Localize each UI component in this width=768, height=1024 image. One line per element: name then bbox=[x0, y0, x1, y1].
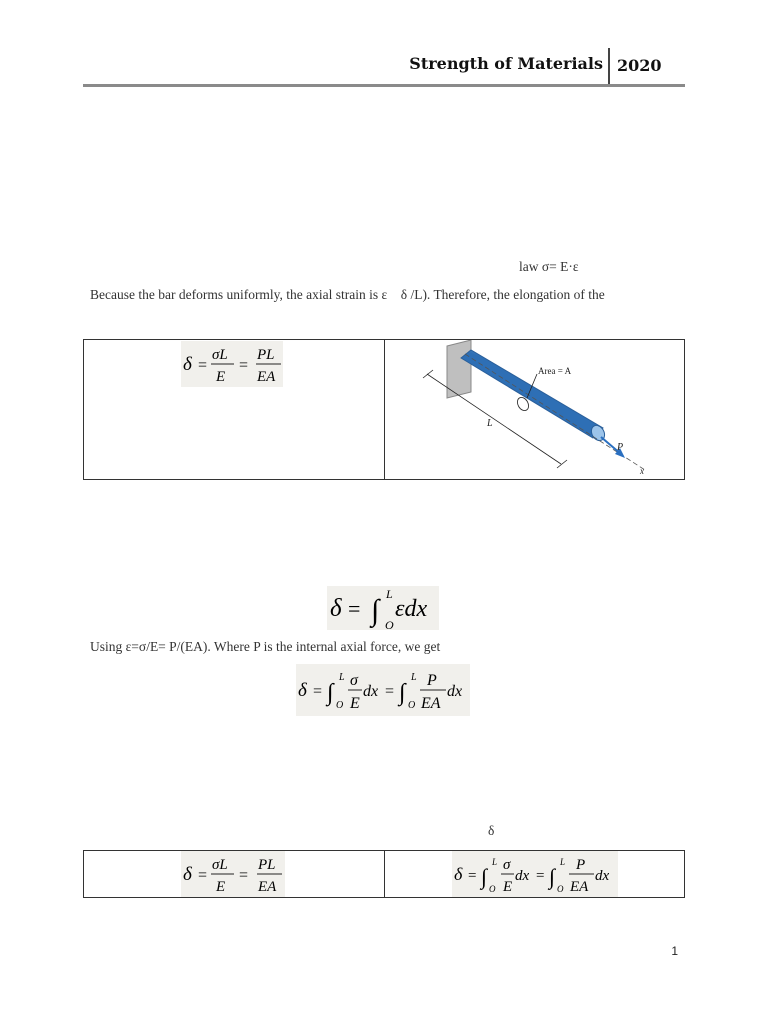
length-label: L bbox=[487, 418, 493, 429]
eq5-lower-2: O bbox=[557, 884, 564, 894]
length-dimension-line bbox=[427, 374, 561, 464]
equation-integral-strain bbox=[327, 586, 439, 630]
eq3-integral-sign-1: ∫ bbox=[327, 680, 334, 706]
bar-rod bbox=[461, 350, 603, 438]
eq4-den-2: EA bbox=[258, 879, 277, 895]
eq3-den-2: EA bbox=[421, 695, 441, 712]
header-separator bbox=[608, 48, 610, 86]
bar-diagram bbox=[421, 340, 647, 479]
eq2-lower-limit: O bbox=[385, 618, 394, 630]
area-label: Area = A bbox=[538, 366, 572, 376]
eq-delta: δ bbox=[183, 354, 192, 375]
header-rule bbox=[83, 84, 685, 87]
eq-equals-1: = bbox=[198, 357, 208, 374]
eq3-dx-2: dx bbox=[447, 683, 463, 700]
eq3-integral-sign-2: ∫ bbox=[399, 680, 406, 706]
eq3-lower-1: O bbox=[336, 700, 344, 711]
eq5-lower-1: O bbox=[489, 884, 496, 894]
eq2-integral-sign: ∫ bbox=[371, 594, 380, 627]
eq3-equals-2: = bbox=[385, 683, 395, 700]
equation-summary-integral bbox=[452, 851, 618, 897]
equation-uniform bbox=[181, 341, 283, 387]
eq2-upper-limit: L bbox=[386, 587, 393, 601]
eq3-upper-2: L bbox=[411, 672, 417, 683]
eq4-den-1: E bbox=[216, 879, 226, 895]
eq5-integral-sign-1: ∫ bbox=[481, 864, 488, 889]
length-tick-end bbox=[557, 460, 567, 468]
eq5-integral-sign-2: ∫ bbox=[549, 864, 556, 889]
header-year: 2020 bbox=[617, 56, 662, 75]
eq3-equals-1: = bbox=[313, 683, 323, 700]
eq-num-2: PL bbox=[257, 347, 275, 363]
eq4-equals-2: = bbox=[239, 867, 249, 884]
force-label: P bbox=[617, 442, 624, 453]
eq5-num-1: σ bbox=[503, 857, 511, 873]
equation-integral-force bbox=[296, 664, 470, 716]
eq-num-1: σL bbox=[212, 347, 228, 363]
eq-equals-2: = bbox=[239, 357, 249, 374]
page-header bbox=[83, 48, 685, 86]
paragraph-strain: Because the bar deforms uniformly, the axial strain is ε δ /L). Therefore, the elongation of the bbox=[90, 287, 605, 302]
eq2-equals: = bbox=[348, 596, 361, 621]
equation-summary-uniform-box bbox=[181, 851, 285, 897]
eq3-lower-2: O bbox=[408, 700, 416, 711]
eq3-dx-1: dx bbox=[363, 683, 379, 700]
equation-integral-strain-box bbox=[327, 586, 439, 630]
eq5-upper-1: L bbox=[492, 857, 498, 867]
bar-figure bbox=[421, 340, 647, 479]
eq5-dx-1: dx bbox=[515, 868, 530, 884]
eq5-delta: δ bbox=[454, 864, 463, 884]
eq5-num-2: P bbox=[576, 857, 586, 873]
eq4-num-1: σL bbox=[212, 857, 228, 873]
fixed-wall bbox=[447, 340, 471, 398]
eq4-delta: δ bbox=[183, 864, 192, 885]
eq4-equals-1: = bbox=[198, 867, 208, 884]
law-fragment: law σ= E·ε bbox=[519, 259, 579, 274]
eq4-num-2: PL bbox=[258, 857, 276, 873]
equation-uniform-box bbox=[181, 341, 283, 387]
paragraph-substitution: Using ε=σ/E= P/(EA). Where P is the internal axial force, we get bbox=[90, 639, 441, 654]
delta-symbol: δ bbox=[488, 823, 495, 838]
eq2-delta: δ bbox=[330, 595, 342, 622]
eq5-equals-1: = bbox=[468, 868, 477, 884]
eq-den-1: E bbox=[216, 369, 226, 385]
eq5-den-1: E bbox=[503, 879, 513, 895]
eq3-num-2: P bbox=[427, 672, 437, 689]
table-divider bbox=[384, 340, 385, 479]
eq3-den-1: E bbox=[350, 695, 360, 712]
eq5-dx-2: dx bbox=[595, 868, 610, 884]
page-number: 1 bbox=[671, 944, 678, 958]
eq5-equals-2: = bbox=[536, 868, 545, 884]
eq3-upper-1: L bbox=[339, 672, 345, 683]
eq5-upper-2: L bbox=[560, 857, 566, 867]
eq3-num-1: σ bbox=[350, 672, 358, 689]
eq5-den-2: EA bbox=[570, 879, 589, 895]
equation-integral-force-box bbox=[296, 664, 470, 716]
header-title: Strength of Materials bbox=[409, 54, 603, 73]
axis-label: x bbox=[640, 466, 644, 476]
eq3-delta: δ bbox=[298, 680, 307, 701]
eq2-integrand: εdx bbox=[395, 596, 428, 622]
table-summary-divider bbox=[384, 851, 385, 897]
eq-den-2: EA bbox=[257, 369, 276, 385]
equation-summary-uniform bbox=[181, 851, 285, 897]
equation-summary-integral-box bbox=[452, 851, 618, 897]
